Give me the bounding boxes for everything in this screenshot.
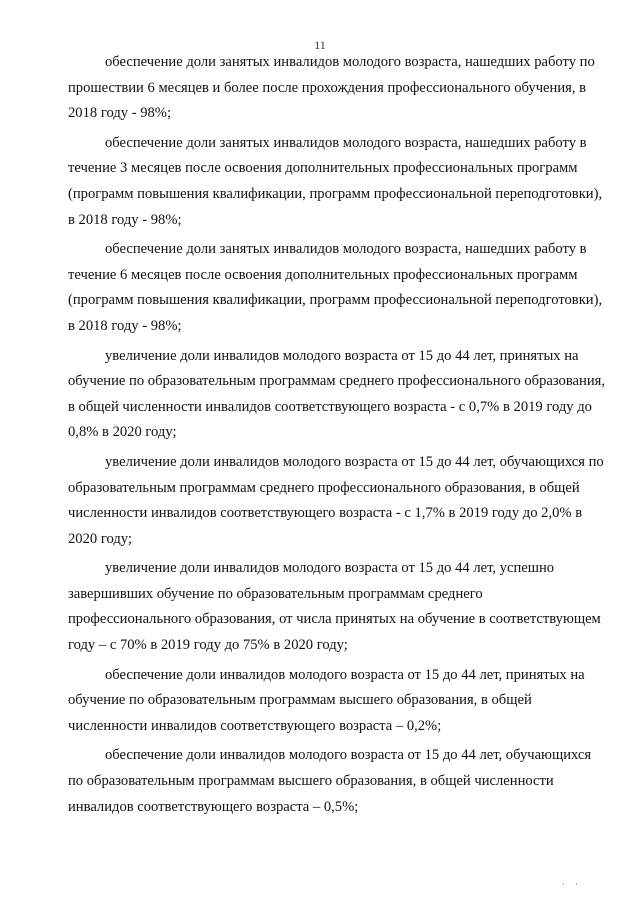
paragraph-1: обеспечение доли занятых инвалидов молодого возраста, нашедших работу по прошествии 6 месяцев и более после прохождения профессионального обучения, в 2018 году - 98%; [68,54,595,122]
paragraph-2: обеспечение доли занятых инвалидов молодого возраста, нашедших работу в течение 3 месяцев после освоения дополнительных профессиональных программ (программ повышения квалификации, программ профессиональной переподготовки), в 2018 году - 98%; [68,134,603,228]
paragraph-3: обеспечение доли занятых инвалидов молодого возраста, нашедших работу в течение 6 месяцев после освоения дополнительных профессиональных программ (программ повышения квалификации, программ профессиональной переподготовки), в 2018 году - 98%; [68,241,603,334]
paragraph-8: обеспечение доли инвалидов молодого возраста от 15 до 44 лет, обучающихся по образовательным программам высшего образования, в общей численности инвалидов соответствующего возраста – 0,5%; [68,747,592,815]
document-body [68,50,608,824]
page-number: 11 [314,38,326,52]
paragraph-7: обеспечение доли инвалидов молодого возраста от 15 до 44 лет, принятых на обучение по образовательным программам высшего образования, в общей численности инвалидов соответствующего возраста – 0,2%; [68,666,585,734]
paragraph-6: увеличение доли инвалидов молодого возраста от 15 до 44 лет, успешно завершивших обучение по образовательным программам среднего профессионального образования, от числа принятых на обучение в соответствующем году – с 70% в 2019 году до 75% в 2020 году; [68,560,601,654]
paragraph-5: увеличение доли инвалидов молодого возраста от 15 до 44 лет, обучающихся по образовательным программам среднего профессионального образования, в общей численности инвалидов соответствующего возраста - с 1,7% в 2019 году до 2,0% в 2020 году; [68,453,604,547]
paragraph-4: увеличение доли инвалидов молодого возраста от 15 до 44 лет, принятых на обучение по образовательным программам среднего профессионального образования, в общей численности инвалидов соответствующего возраста - с 0,7% в 2019 году до 0,8% в 2020 году; [68,347,605,441]
scan-mark: · · [561,879,582,889]
